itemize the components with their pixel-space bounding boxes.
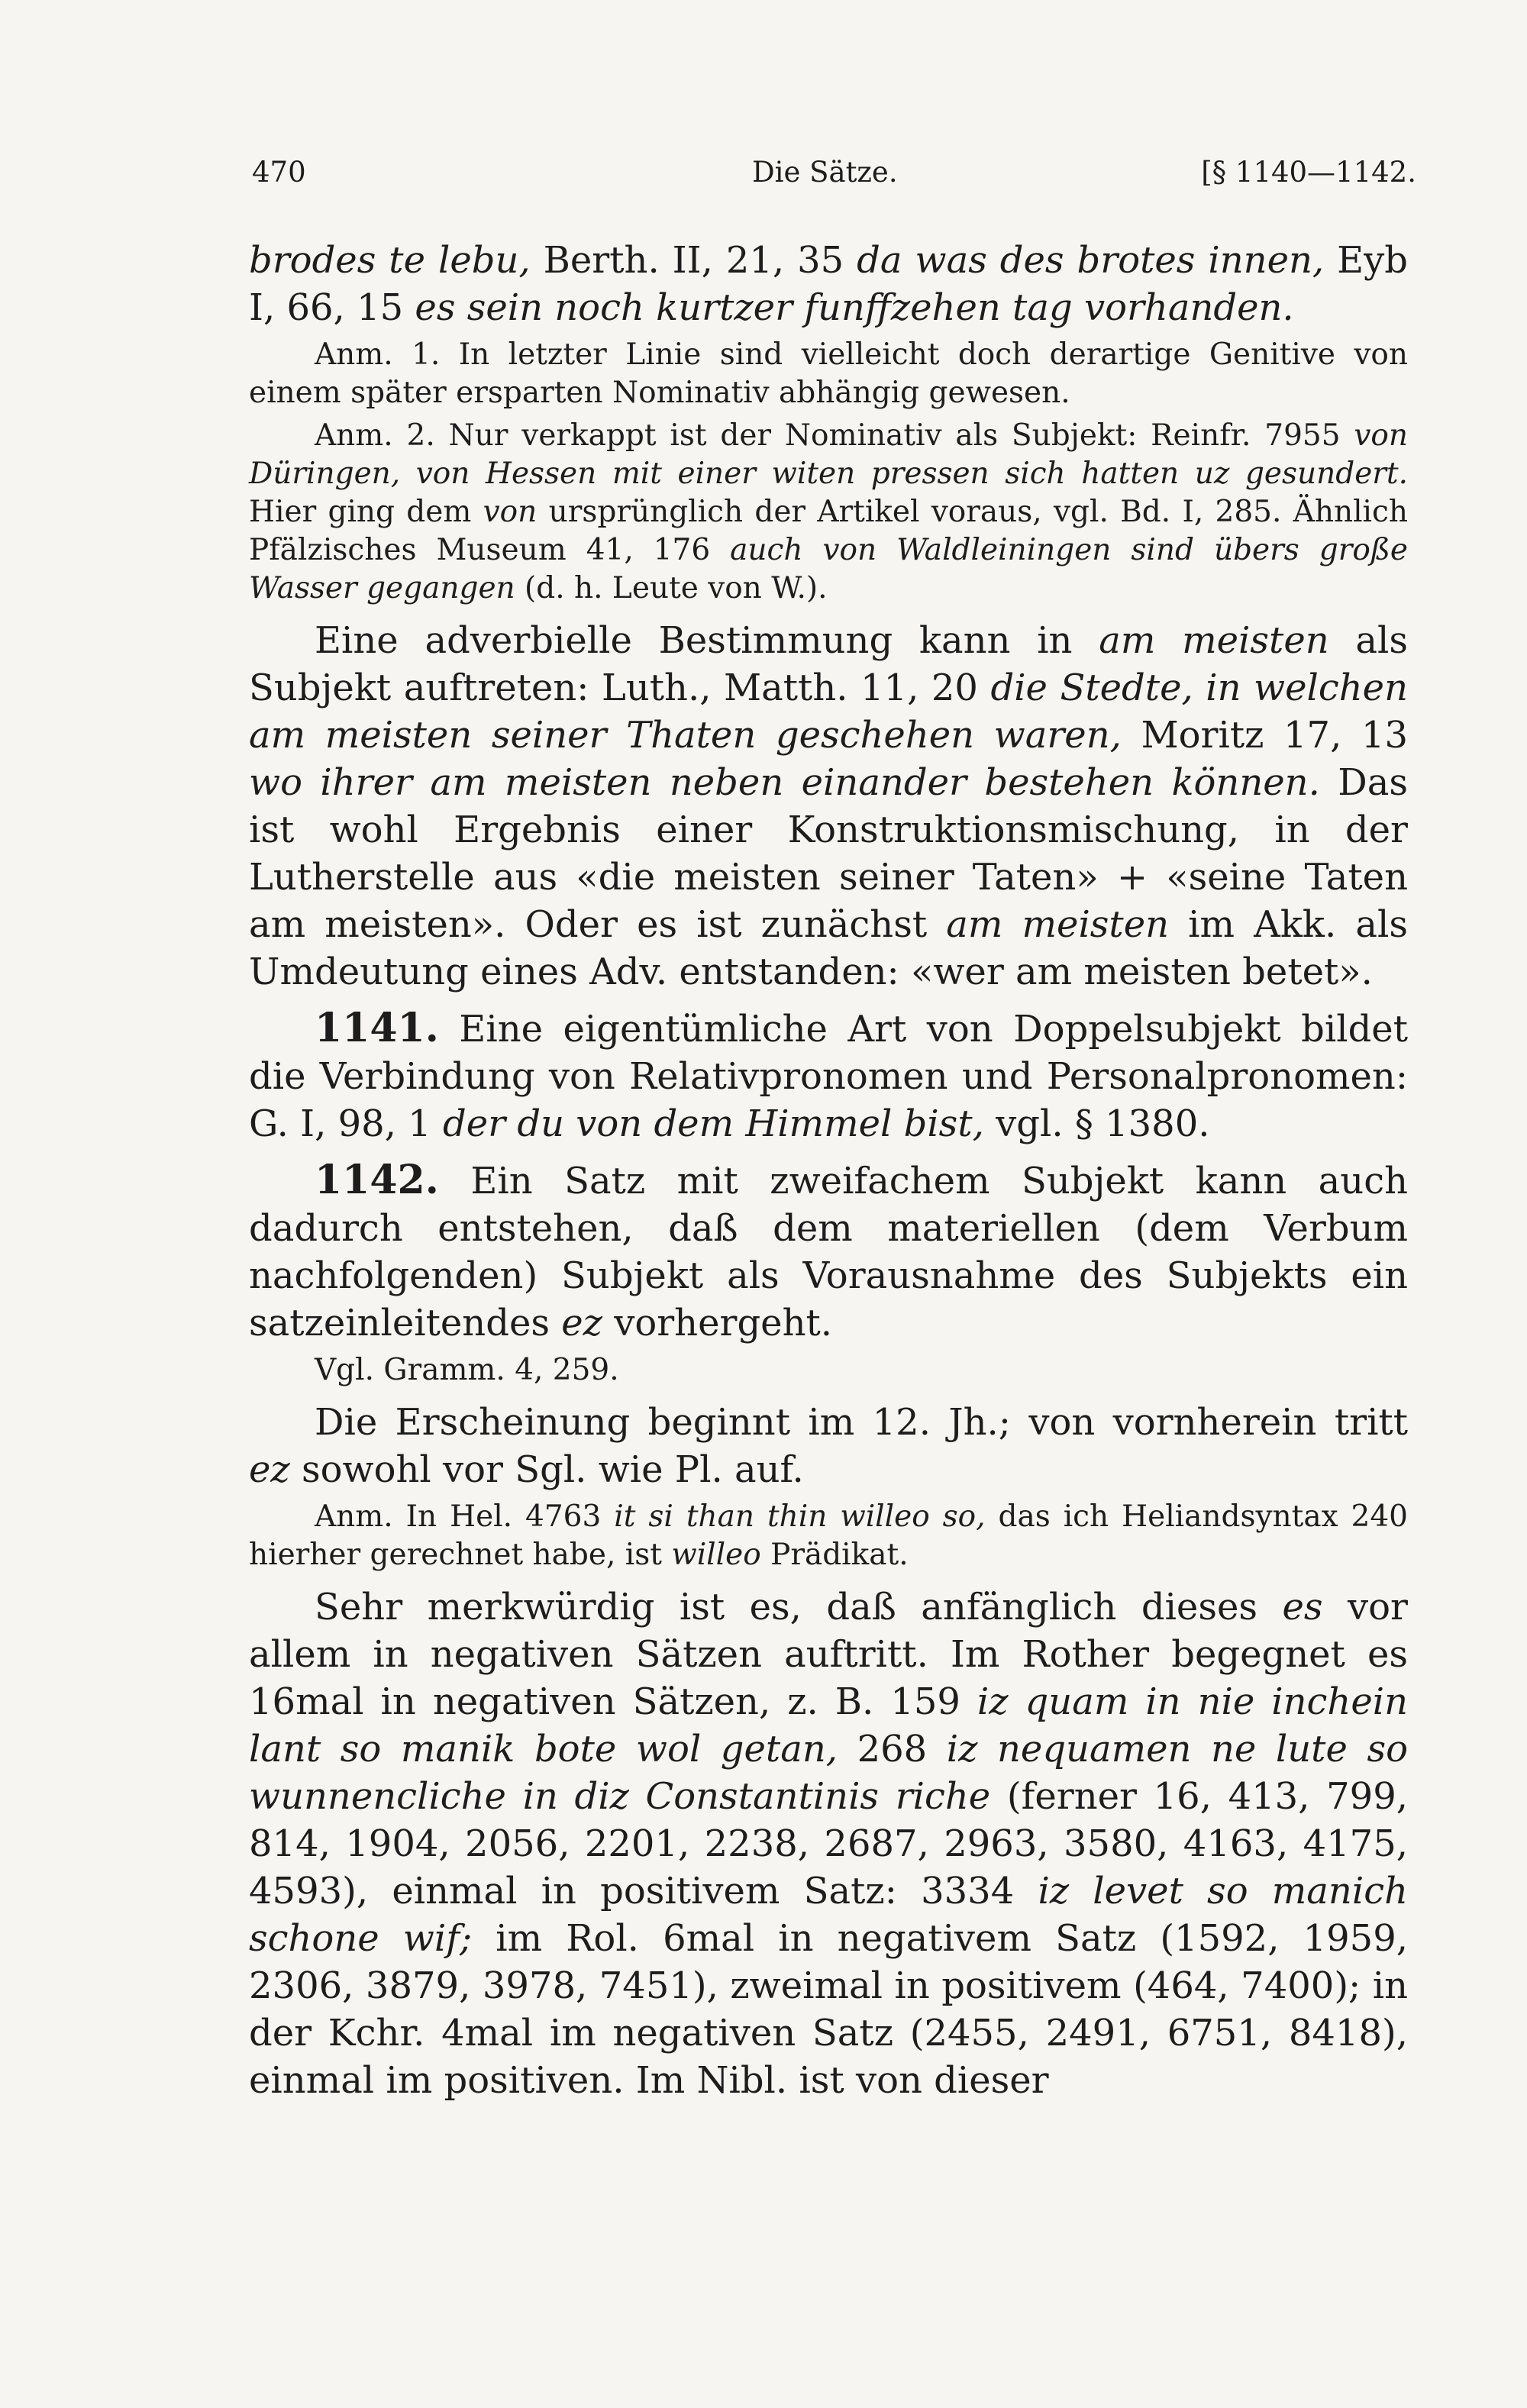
section-1142 bbox=[249, 1157, 1408, 1347]
italic-quote: am meisten bbox=[1099, 619, 1329, 662]
italic-quote: auch von Waldleiningen sind übers große Wasser gegangen bbox=[249, 533, 1408, 605]
italic-quote: von Düringen, von Hessen mit einer witen pressen sich hatten uz gesundert. bbox=[249, 418, 1408, 491]
paragraph-adverbielle bbox=[249, 617, 1408, 996]
page-body bbox=[249, 237, 1408, 2104]
text-run: Prädikat. bbox=[760, 1538, 909, 1572]
italic-quote: am meisten bbox=[946, 903, 1170, 946]
text-run: Anm. 1. In letzter Linie sind vielleicht doch derartige Genitive von einem später ersparten Nominativ abhängig gewesen. bbox=[249, 337, 1408, 410]
italic-quote: willeo bbox=[671, 1538, 761, 1572]
text-run: Eine eigentümliche Art von Doppelsubjekt bildet die Verbindung von Relativpronomen und Personalpronomen: G. I, 98, 1 bbox=[249, 1008, 1408, 1145]
section-range: [§ 1140—1142. bbox=[1201, 156, 1416, 189]
running-title: Die Sätze. bbox=[752, 156, 898, 189]
text-run: vorhergeht. bbox=[602, 1302, 833, 1344]
text-run: Berth. II, 21, 35 bbox=[530, 239, 857, 282]
text-run: ursprünglich der Artikel voraus, vgl. Bd. I, 285. Ähnlich Pfälzisches Museum 41, 176 bbox=[249, 495, 1408, 567]
section-number: 1141. bbox=[315, 1005, 439, 1051]
italic-quote: iz nequamen ne lute so wunnencliche in diz Constantinis riche bbox=[249, 1728, 1408, 1818]
italic-quote: der du von dem Himmel bist, bbox=[443, 1102, 984, 1145]
note-anm-hel bbox=[249, 1498, 1408, 1574]
text-run: vor allem in negativen Sätzen auftritt. Im Rother begegnet es 16mal in negativen Sätzen, z. B. 159 bbox=[249, 1586, 1409, 1723]
text-run: (ferner 16, 413, 799, 814, 1904, 2056, 2201, 2238, 2687, 2963, 3580, 4163, 4175, 4593), einmal in positivem Satz: 3334 bbox=[249, 1775, 1408, 1913]
text-run: Vgl. Gramm. 4, 259. bbox=[315, 1353, 619, 1387]
text-run: Sehr merkwürdig ist es, daß anfänglich dieses bbox=[315, 1586, 1283, 1628]
italic-quote: wo ihrer am meisten neben einander bestehen können. bbox=[249, 761, 1320, 804]
text-run: Das ist wohl Ergebnis einer Konstruktionsmischung, in der Lutherstelle aus «die meisten seiner Taten» + «seine Taten am meisten». Oder es ist zunächst bbox=[249, 761, 1408, 946]
text-run: sowohl vor Sgl. wie Pl. auf. bbox=[289, 1448, 804, 1491]
text-run: vgl. § 1380. bbox=[983, 1102, 1210, 1145]
text-run: Eine adverbielle Bestimmung kann in bbox=[315, 619, 1099, 662]
note-anm-2 bbox=[249, 417, 1408, 608]
text-run: Anm. 2. Nur verkappt ist der Nominativ als Subjekt: Reinfr. 7955 bbox=[315, 418, 1354, 453]
italic-quote: die Stedte, in welchen am meisten seiner Thaten geschehen waren, bbox=[249, 667, 1408, 757]
text-run: Ein Satz mit zweifachem Subjekt kann auch dadurch entstehen, daß dem materiellen (dem Verbum nachfolgenden) Subjekt als Vorausnahme des Subjekts ein satzeinleitendes bbox=[249, 1160, 1408, 1344]
text-run: Eyb I, 66, 15 bbox=[249, 239, 1409, 329]
italic-quote: ez bbox=[561, 1302, 602, 1344]
italic-quote: brodes te lebu, bbox=[249, 239, 531, 282]
italic-quote: it si than thin willeo so, bbox=[614, 1499, 986, 1534]
text-run: als Subjekt auftreten: Luth., Matth. 11, 20 bbox=[249, 619, 1408, 709]
text-run: 268 bbox=[837, 1728, 947, 1770]
note-vgl bbox=[249, 1351, 1408, 1390]
paragraph-erscheinung bbox=[249, 1399, 1408, 1493]
text-run: im Akk. als Umdeutung eines Adv. entstanden: «wer am meisten betet». bbox=[249, 903, 1409, 993]
section-number: 1142. bbox=[315, 1157, 439, 1203]
paragraph-merkwuerdig bbox=[249, 1583, 1408, 2104]
section-1141 bbox=[249, 1005, 1408, 1148]
italic-quote: iz levet so manich schone wif; bbox=[249, 1870, 1408, 1960]
italic-quote: von bbox=[483, 495, 538, 529]
paragraph-continuation bbox=[249, 237, 1408, 331]
page-number: 470 bbox=[252, 156, 306, 189]
italic-quote: es bbox=[1282, 1586, 1323, 1628]
note-anm-1 bbox=[249, 336, 1408, 412]
italic-quote: da was des brotes innen, bbox=[857, 239, 1325, 282]
text-run: Die Erscheinung beginnt im 12. Jh.; von vornherein tritt bbox=[315, 1401, 1408, 1444]
text-run: Hier ging dem bbox=[249, 495, 483, 529]
italic-quote: iz quam in nie inchein lant so manik bote wol getan, bbox=[249, 1680, 1408, 1770]
text-run: Anm. In Hel. 4763 bbox=[315, 1499, 615, 1534]
text-run: das ich Heliandsyntax 240 hierher gerechnet habe, ist bbox=[249, 1499, 1408, 1572]
italic-quote: es sein noch kurtzer funffzehen tag vorhanden. bbox=[415, 286, 1294, 329]
text-run: (d. h. Leute von W.). bbox=[515, 571, 828, 605]
text-run: Moritz 17, 13 bbox=[1121, 714, 1408, 757]
text-run: im Rol. 6mal in negativem Satz (1592, 1959, 2306, 3879, 3978, 7451), zweimal in positivem (464, 7400); in der Kchr. 4mal im negativen Satz (2455, 2491, 6751, 8418), einmal im positiven. Im Nibl. ist von dieser bbox=[249, 1917, 1408, 2102]
italic-quote: ez bbox=[249, 1448, 290, 1491]
page-header bbox=[252, 156, 1416, 202]
